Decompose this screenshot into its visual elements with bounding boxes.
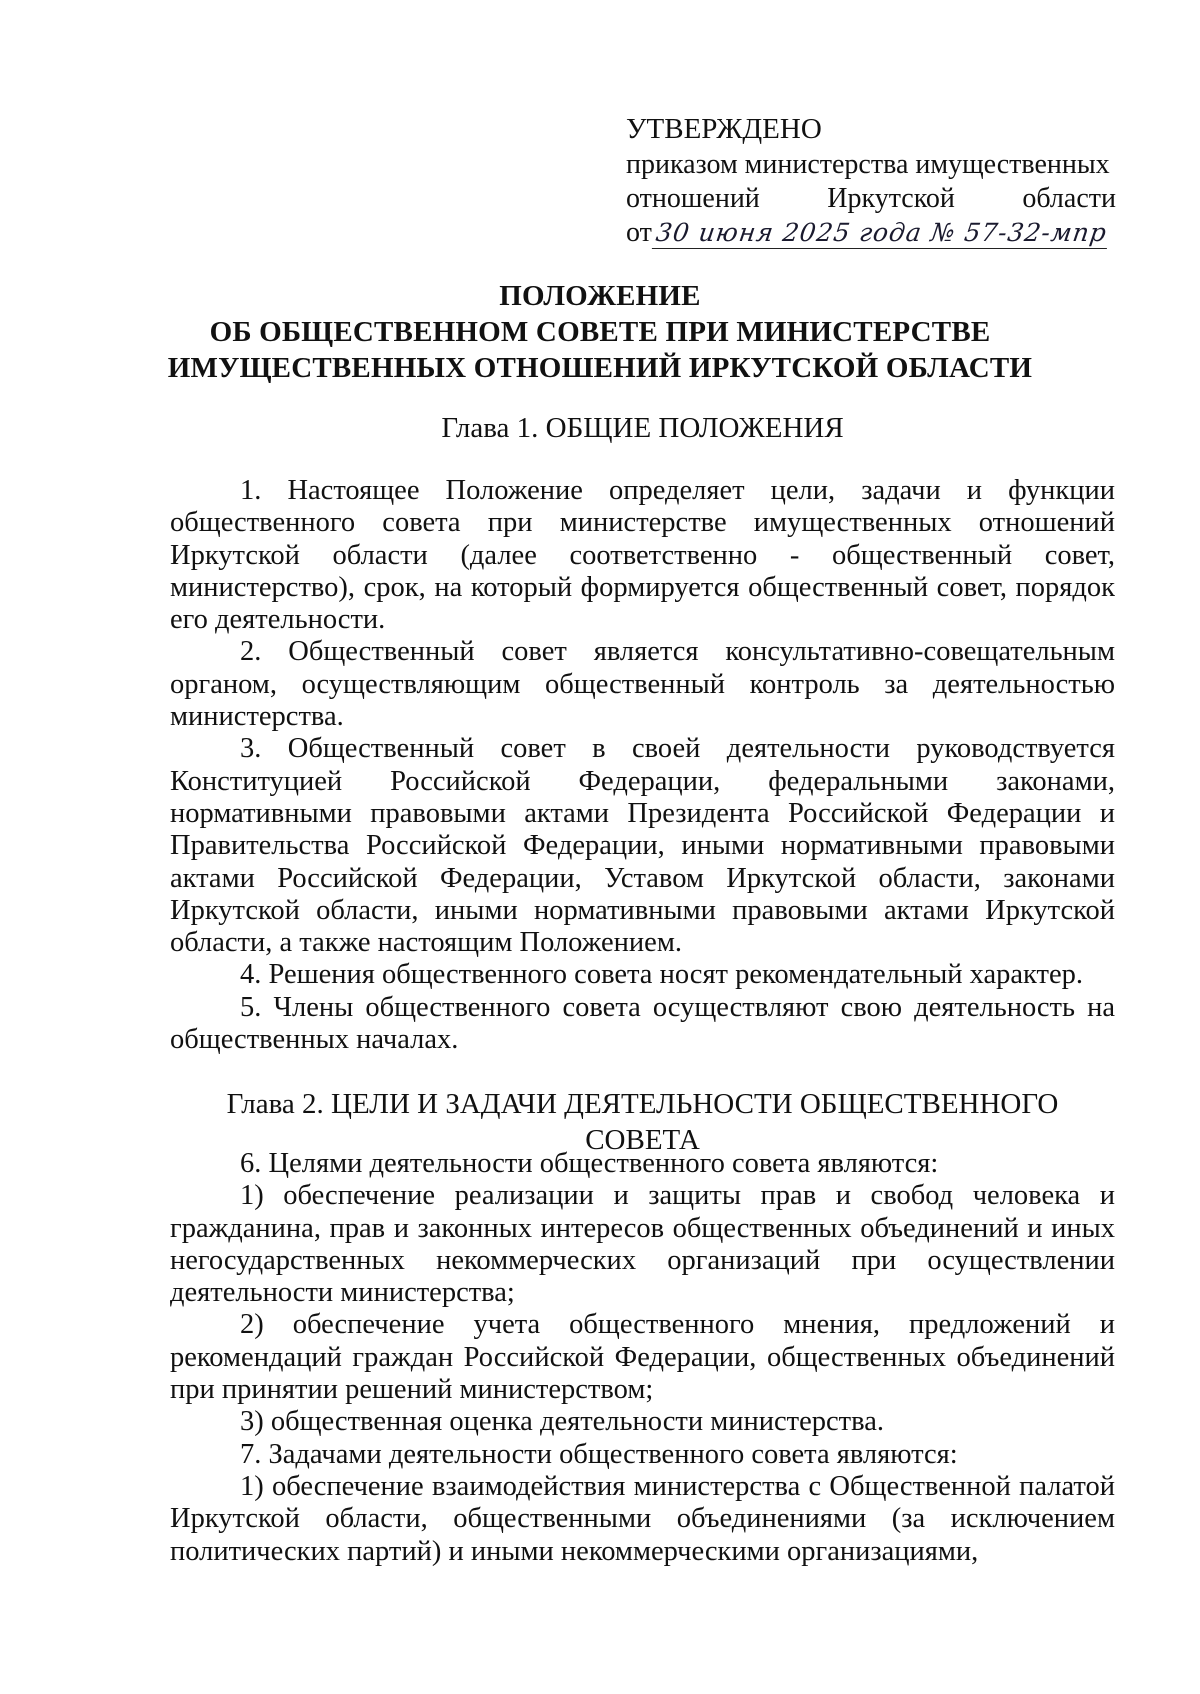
chapter-2-heading: Глава 2. ЦЕЛИ И ЗАДАЧИ ДЕЯТЕЛЬНОСТИ ОБЩЕСТВЕННОГО СОВЕТА (226, 1088, 1059, 1156)
approval-line-1: приказом министерства имущественных (626, 149, 1110, 180)
approval-from-prefix: от (626, 217, 652, 248)
chapter-1-body (170, 475, 1115, 1056)
paragraph-6-item-3: 3) общественная оценка деятельности министерства. (240, 1406, 884, 1438)
document-title (100, 278, 1100, 386)
paragraph-2: 2. Общественный совет является консультативно-совещательным органом, осуществляющим общественный контроль за деятельностью министерства. (170, 636, 1115, 733)
chapter-2-body (170, 1148, 1115, 1568)
approval-heading: УТВЕРЖДЕНО (626, 113, 822, 145)
approval-word-region: области (1022, 183, 1116, 214)
approval-block (626, 112, 1116, 250)
paragraph-5: 5. Члены общественного совета осуществляют свою деятельность на общественных началах. (170, 991, 1115, 1056)
title-line-1: ПОЛОЖЕНИЕ (499, 280, 701, 312)
paragraph-6: 6. Целями деятельности общественного совета являются: (240, 1148, 939, 1179)
paragraph-7: 7. Задачами деятельности общественного совета являются: (240, 1438, 958, 1470)
title-line-2: ОБ ОБЩЕСТВЕННОМ СОВЕТЕ ПРИ МИНИСТЕРСТВЕ (209, 316, 991, 348)
paragraph-3: 3. Общественный совет в своей деятельности руководствуется Конституцией Российской Федерации, федеральными законами, нормативными правовыми актами Президента Российской Федерации и Правительства Российской Федерации, иными нормативными правовыми актами Российской Федерации, Уставом Иркутской области, законами Иркутской области, иными нормативными правовыми актами Иркутской области, а также настоящим Положением. (170, 733, 1115, 959)
approval-word-irkutsk: Иркутской (827, 183, 955, 214)
approval-line-2 (626, 182, 1116, 216)
handwritten-date-number: 30 июня 2025 года № 57-32-мпр (652, 218, 1111, 249)
paragraph-1: 1. Настоящее Положение определяет цели, задачи и функции общественного совета при министерстве имущественных отношений Иркутской области (далее соответственно - общественный совет, министерство), срок, на который формируется общественный совет, порядок его деятельности. (170, 475, 1115, 636)
paragraph-7-item-1: 1) обеспечение взаимодействия министерства с Общественной палатой Иркутской области, общественными объединениями (за исключением политических партий) и иными некоммерческими организациями, (170, 1470, 1115, 1567)
approval-date-row (626, 216, 1116, 250)
chapter-1-heading: Глава 1. ОБЩИЕ ПОЛОЖЕНИЯ (441, 412, 844, 444)
title-line-3: ИМУЩЕСТВЕННЫХ ОТНОШЕНИЙ ИРКУТСКОЙ ОБЛАСТИ (167, 352, 1033, 384)
paragraph-6-item-2: 2) обеспечение учета общественного мнения, предложений и рекомендаций граждан Российской Федерации, общественных объединений при принятии решений министерством; (170, 1309, 1115, 1406)
approval-word-relations: отношений (626, 183, 760, 214)
paragraph-4: 4. Решения общественного совета носят рекомендательный характер. (240, 959, 1083, 991)
paragraph-6-item-1: 1) обеспечение реализации и защиты прав и свобод человека и гражданина, прав и законных интересов общественных объединений и иных негосударственных некоммерческих организаций при осуществлении деятельности министерства; (170, 1180, 1115, 1309)
